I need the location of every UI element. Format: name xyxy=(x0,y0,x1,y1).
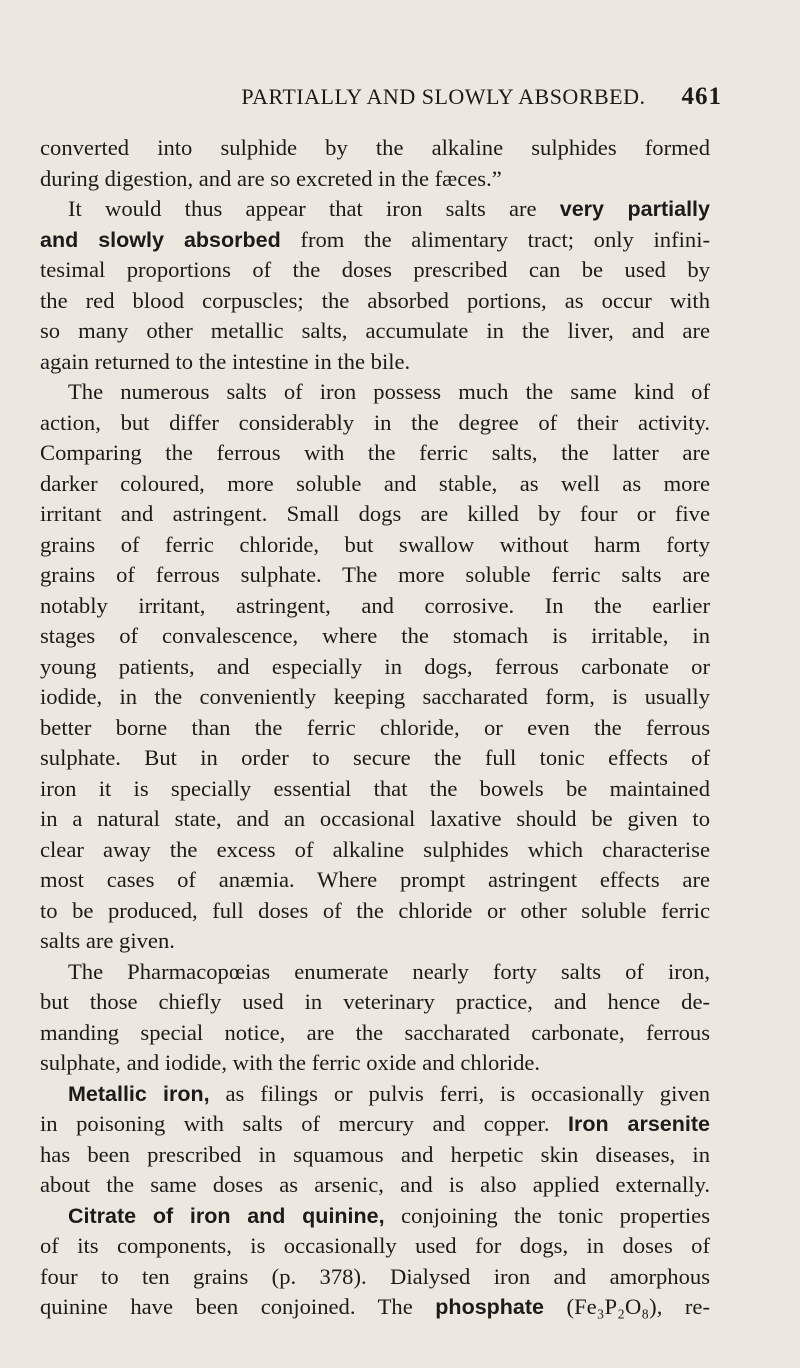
text-segment: the red blood corpuscles; the absorbed portions, as occur with xyxy=(40,287,710,313)
text-segment: iodide, in the conveniently keeping saccharated form, is usually xyxy=(40,684,710,709)
text-line xyxy=(40,469,710,500)
text-line xyxy=(40,530,710,561)
text-segment: but those chiefly used in veterinary practice, and hence de- xyxy=(40,989,710,1014)
text-line xyxy=(40,1262,710,1293)
text-segment: better borne than the ferric chloride, or even the ferrous xyxy=(40,714,710,740)
bold-term: Iron arsenite xyxy=(568,1112,710,1136)
text-segment: grains of ferrous sulphate. The more soluble ferric salts are xyxy=(40,562,710,587)
text-segment: as filings or pulvis ferri, is occasionally given xyxy=(209,1080,711,1106)
text-line xyxy=(40,652,710,683)
text-segment: iron it is specially essential that the bowels be maintained xyxy=(40,775,710,801)
text-segment: most cases of anæmia. Where prompt astringent effects are xyxy=(40,867,710,892)
text-segment: conjoining the tonic properties xyxy=(384,1202,711,1228)
text-segment: of its components, is occasionally used for dogs, in doses of xyxy=(40,1233,710,1258)
text-segment: (Fe₃P₂O₈), re- xyxy=(544,1294,710,1319)
bold-term: Citrate of iron and quinine, xyxy=(68,1203,385,1228)
text-line xyxy=(40,1109,710,1140)
text-line xyxy=(40,896,710,927)
text-segment: irritant and astringent. Small dogs are killed by four or five xyxy=(40,501,710,526)
text-segment: manding special notice, are the saccharated carbonate, ferrous xyxy=(40,1019,710,1045)
text-line xyxy=(40,1018,710,1049)
text-line xyxy=(40,591,710,622)
text-segment: so many other metallic salts, accumulate in the liver, and are xyxy=(40,318,710,343)
body-text xyxy=(40,133,710,1323)
page-header xyxy=(0,83,722,111)
text-line xyxy=(40,499,710,530)
text-segment: The Pharmacopœias enumerate nearly forty salts of iron, xyxy=(68,958,710,984)
text-line xyxy=(40,194,710,225)
text-segment: converted into sulphide by the alkaline sulphides formed xyxy=(40,135,710,160)
text-line xyxy=(40,926,710,957)
text-line xyxy=(40,377,710,408)
text-segment: about the same doses as arsenic, and is also applied externally. xyxy=(40,1172,710,1197)
text-line xyxy=(40,164,710,195)
text-line xyxy=(40,1079,710,1110)
bold-term: very partially xyxy=(559,197,710,221)
bold-term: and slowly absorbed xyxy=(40,227,281,252)
page-number: 461 xyxy=(681,83,722,110)
text-line xyxy=(40,957,710,988)
text-segment: quinine have been conjoined. The xyxy=(40,1294,436,1319)
text-segment: Comparing the ferrous with the ferric salts, the latter are xyxy=(40,440,710,465)
text-line xyxy=(40,1231,710,1262)
text-line xyxy=(40,1201,710,1232)
text-line xyxy=(40,347,710,378)
text-line xyxy=(40,438,710,469)
text-segment: clear away the excess of alkaline sulphides which characterise xyxy=(40,836,710,862)
text-line xyxy=(40,316,710,347)
text-segment: sulphate. But in order to secure the full tonic effects of xyxy=(40,745,710,770)
text-segment: young patients, and especially in dogs, ferrous carbonate or xyxy=(40,653,710,679)
text-line xyxy=(40,1170,710,1201)
text-line xyxy=(40,987,710,1018)
text-segment: in poisoning with salts of mercury and copper. xyxy=(40,1111,569,1136)
bold-term: phosphate xyxy=(435,1295,544,1319)
text-line xyxy=(40,286,710,317)
text-line xyxy=(40,713,710,744)
text-segment: in a natural state, and an occasional laxative should be given to xyxy=(40,806,710,831)
text-segment: sulphate, and iodide, with the ferric oxide and chloride. xyxy=(40,1050,541,1075)
text-segment: during digestion, and are so excreted in the fæces.” xyxy=(40,165,502,191)
text-segment: notably irritant, astringent, and corrosive. In the earlier xyxy=(40,592,710,618)
text-line xyxy=(40,408,710,439)
text-line xyxy=(40,225,710,256)
text-line xyxy=(40,774,710,805)
text-segment: again returned to the intestine in the bile. xyxy=(40,348,411,374)
text-line xyxy=(40,560,710,591)
text-segment: It would thus appear that iron salts are xyxy=(68,196,560,221)
text-segment: darker coloured, more soluble and stable, as well as more xyxy=(40,470,710,496)
text-segment: has been prescribed in squamous and herpetic skin diseases, in xyxy=(40,1141,710,1167)
text-line xyxy=(40,1292,710,1323)
text-line xyxy=(40,682,710,713)
text-segment: to be produced, full doses of the chloride or other soluble ferric xyxy=(40,897,710,923)
text-line xyxy=(40,1048,710,1079)
text-segment: action, but differ considerably in the degree of their activity. xyxy=(40,409,710,435)
running-title: PARTIALLY AND SLOWLY ABSORBED. xyxy=(241,84,646,109)
text-line xyxy=(40,255,710,286)
text-line xyxy=(40,133,710,164)
text-segment: The numerous salts of iron possess much the same kind of xyxy=(68,379,710,404)
bold-term: Metallic iron, xyxy=(68,1081,210,1106)
text-segment: four to ten grains (p. 378). Dialysed iron and amorphous xyxy=(40,1263,710,1289)
text-segment: salts are given. xyxy=(40,928,175,953)
text-line xyxy=(40,804,710,835)
text-line xyxy=(40,1140,710,1171)
text-line xyxy=(40,743,710,774)
text-line xyxy=(40,865,710,896)
text-line xyxy=(40,621,710,652)
text-line xyxy=(40,835,710,866)
text-segment: grains of ferric chloride, but swallow without harm forty xyxy=(40,531,710,557)
text-segment: stages of convalescence, where the stomach is irritable, in xyxy=(40,623,710,648)
text-segment: tesimal proportions of the doses prescribed can be used by xyxy=(40,257,710,282)
text-segment: from the alimentary tract; only infini- xyxy=(280,226,710,252)
